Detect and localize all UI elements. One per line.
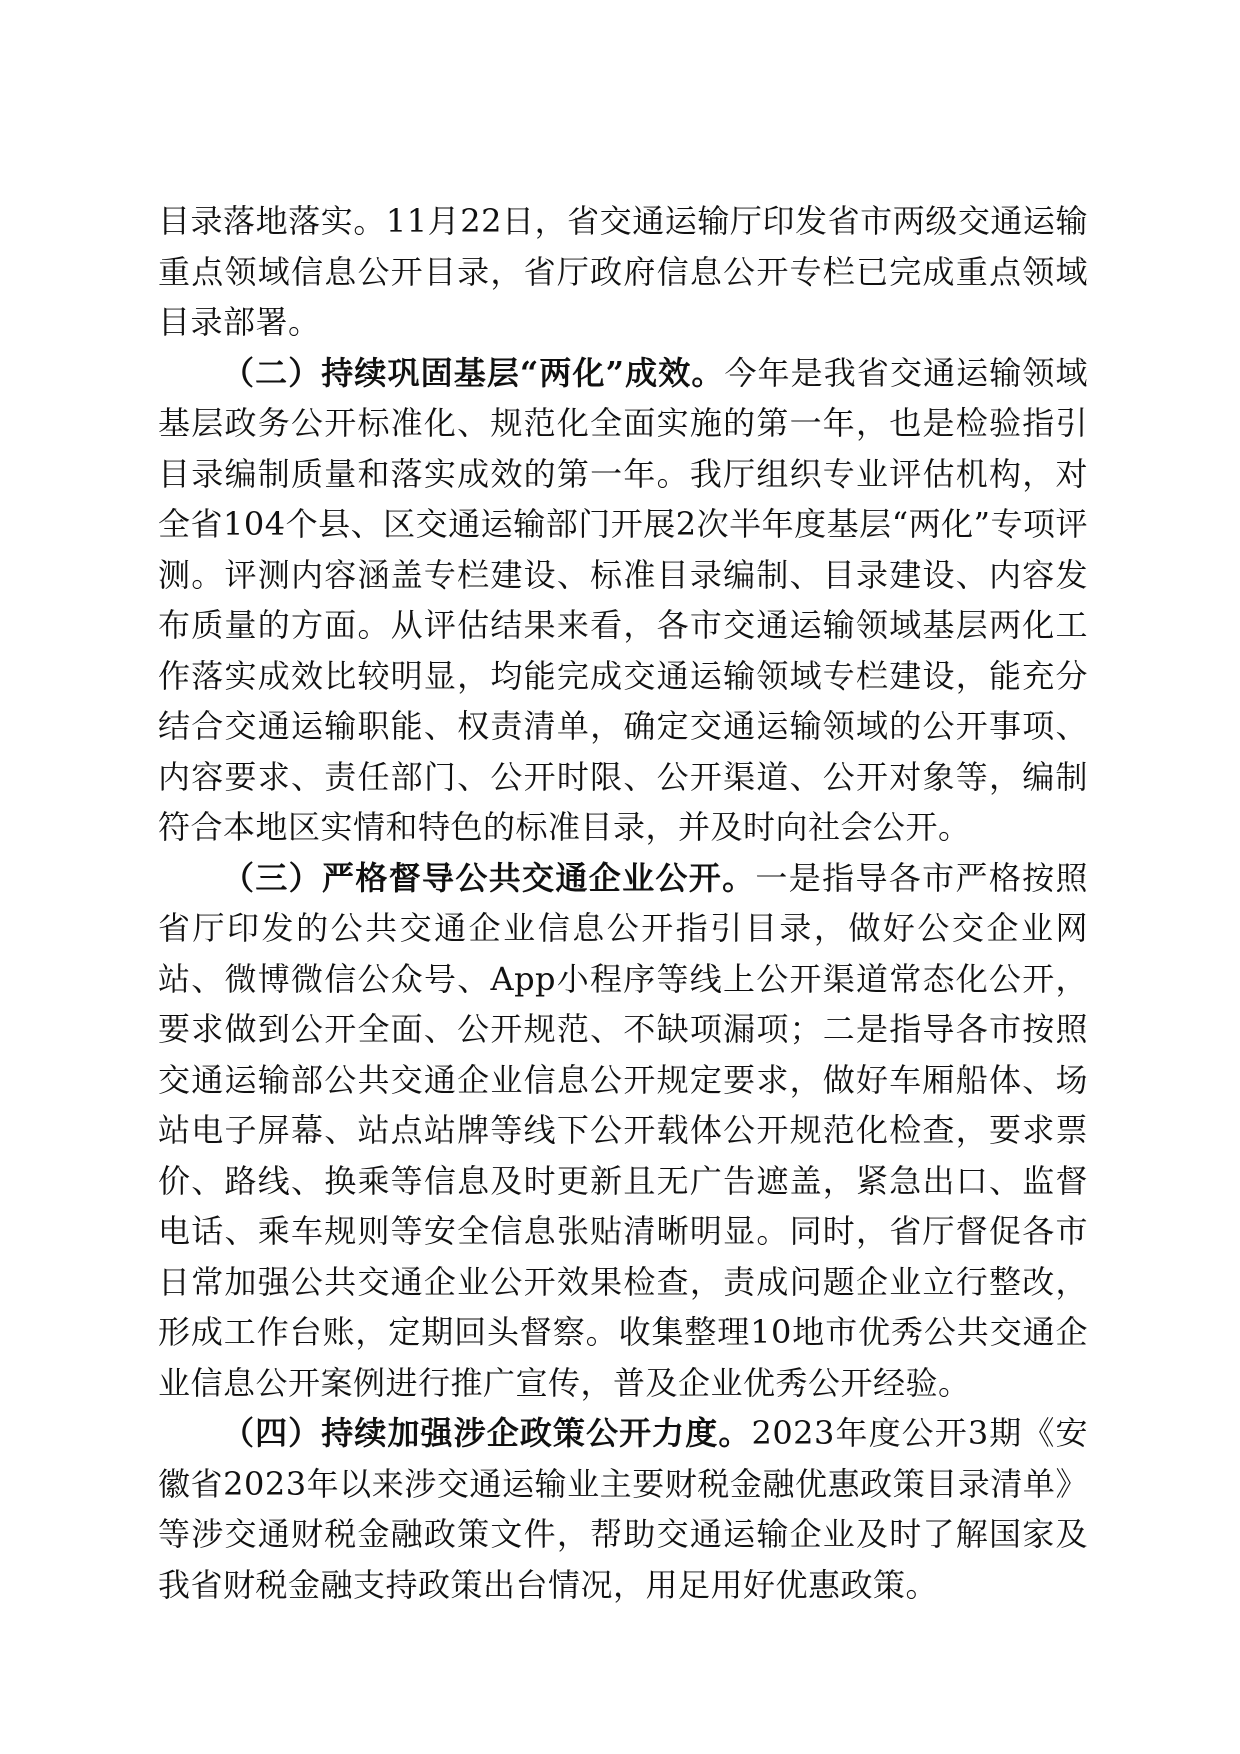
paragraph-continuation [158, 196, 1088, 348]
paragraph-text: 2023年度公开3期《安徽省2023年以来涉交通运输业主要财税金融优惠政策目录清单》等涉交通财税金融政策文件，帮助交通运输企业及时了解国家及我省财税金融支持政策出台情况，用足用好优惠政策。 [158, 1414, 1088, 1604]
paragraph-text: 今年是我省交通运输领域基层政务公开标准化、规范化全面实施的第一年，也是检验指引目录编制质量和落实成效的第一年。我厅组织专业评估机构，对全省104个县、区交通运输部门开展2次半年度基层“两化”专项评测。评测内容涵盖专栏建设、标准目录编制、目录建设、内容发布质量的方面。从评估结果来看，各市交通运输领域基层两化工作落实成效比较明显，均能完成交通运输领域专栏建设，能充分结合交通运输职能、权责清单，确定交通运输领域的公开事项、内容要求、责任部门、公开时限、公开渠道、公开对象等，编制符合本地区实情和特色的标准目录，并及时向社会公开。 [158, 353, 1088, 846]
section-heading: （二）持续巩固基层“两化”成效。 [222, 353, 725, 392]
paragraph-section-2 [158, 348, 1088, 853]
paragraph-text: 目录落地落实。11月22日，省交通运输厅印发省市两级交通运输重点领域信息公开目录，省厅政府信息公开专栏已完成重点领域目录部署。 [158, 202, 1088, 341]
paragraph-section-3 [158, 853, 1088, 1409]
paragraph-text: 一是指导各市严格按照省厅印发的公共交通企业信息公开指引目录，做好公交企业网站、微博微信公众号、App小程序等线上公开渠道常态化公开，要求做到公开全面、公开规范、不缺项漏项；二是指导各市按照交通运输部公共交通企业信息公开规定要求，做好车厢船体、场站电子屏幕、站点站牌等线下公开载体公开规范化检查，要求票价、路线、换乘等信息及时更新且无广告遮盖，紧急出口、监督电话、乘车规则等安全信息张贴清晰明显。同时，省厅督促各市日常加强公共交通企业公开效果检查，责成问题企业立行整改，形成工作台账，定期回头督察。收集整理10地市优秀公共交通企业信息公开案例进行推广宣传，普及企业优秀公开经验。 [158, 858, 1088, 1402]
document-body [158, 196, 1088, 1610]
paragraph-section-4 [158, 1408, 1088, 1610]
section-heading: （三）严格督导公共交通企业公开。 [222, 858, 756, 897]
section-heading: （四）持续加强涉企政策公开力度。 [222, 1414, 752, 1452]
